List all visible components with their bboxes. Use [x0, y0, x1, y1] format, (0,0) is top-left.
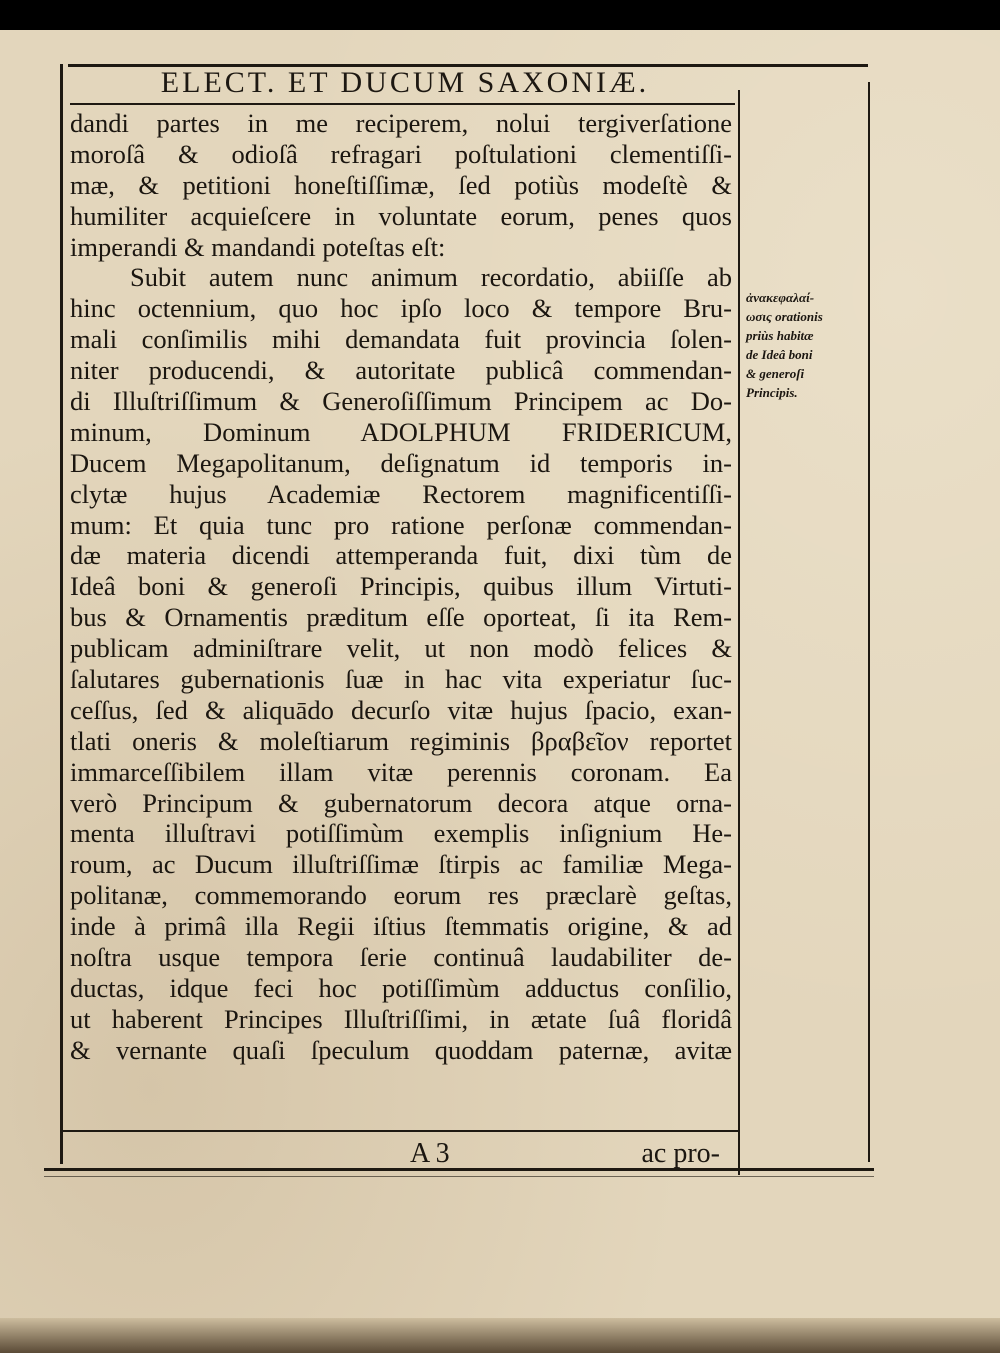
- marginal-note-line: priùs habitæ: [746, 328, 814, 343]
- signature-mark: A 3: [410, 1138, 450, 1169]
- text-line: roum, ac Ducum illuſtriſſimæ ſtirpis ac familiæ Mega-: [70, 849, 732, 880]
- text-line: publicam adminiſtrare velit, ut non modò felices &: [70, 633, 732, 664]
- text-line: Ideâ boni & generoſi Principis, quibus illum Virtuti-: [70, 571, 732, 602]
- text-line: noſtra usque tempora ſerie continuâ laudabiliter de-: [70, 942, 732, 973]
- left-column-rule: [60, 64, 63, 1164]
- text-line: ut haberent Principes Illuſtriſſimi, in ætate ſuâ floridâ: [70, 1003, 732, 1034]
- text-line: ductas, idque feci hoc potiſſimùm adductus conſilio,: [70, 972, 732, 1003]
- book-bottom-edge: [0, 1318, 1000, 1353]
- text-line: mali conſimilis mihi demandata fuit provincia ſolen-: [70, 324, 732, 355]
- text-line: bus & Ornamentis præditum eſſe oporteat, ſi ita Rem-: [70, 602, 732, 633]
- text-line: tlati oneris & moleſtiarum regiminis βραβεῖον reportet: [70, 725, 732, 756]
- text-line: dæ materia dicendi attemperanda fuit, dixi tùm de: [70, 540, 732, 571]
- text-line: clytæ hujus Academiæ Rectorem magnificentiſſi-: [70, 478, 732, 509]
- marginal-note-line: & generoſi: [746, 366, 805, 381]
- middle-column-rule: [738, 90, 740, 1175]
- marginal-note-line: ωσις orationis: [746, 309, 823, 324]
- catchword: ac pro-: [641, 1138, 720, 1169]
- marginal-note-line: Principis.: [746, 385, 798, 400]
- text-line: di Illuſtriſſimum & Generoſiſſimum Principem ac Do-: [70, 386, 732, 417]
- text-line: Subit autem nunc animum recordatio, abiiſſe ab: [130, 262, 732, 293]
- text-line: humiliter acquieſcere in voluntate eorum, penes quos: [70, 200, 732, 231]
- text-line: verò Principum & gubernatorum decora atque orna-: [70, 787, 732, 818]
- text-line: & vernante quaſi ſpeculum quoddam paternæ, avitæ: [70, 1034, 732, 1065]
- running-head: ELECT. ET DUCUM SAXONIÆ.: [160, 66, 650, 99]
- text-line: mum: Et quia tunc pro ratione perſonæ commendan-: [70, 509, 732, 540]
- marginal-note-line: ἀνακεφαλαί-: [746, 290, 815, 305]
- text-line: ſalutares gubernationis ſuæ in hac vita experiatur ſuc-: [70, 664, 732, 695]
- text-line: hinc octennium, quo hoc ipſo loco & tempore Bru-: [70, 293, 732, 324]
- text-line: dandi partes in me reciperem, nolui tergiverſatione: [70, 108, 732, 138]
- page-footer: [70, 1138, 720, 1174]
- text-line: politanæ, commemorando eorum res præclarè geſtas,: [70, 880, 732, 911]
- text-line: mæ, & petitioni honeſtiſſimæ, ſed potiùs modeſtè &: [70, 169, 732, 200]
- text-line: niter producendi, & autoritate publicâ commendan-: [70, 355, 732, 386]
- marginal-note: [746, 288, 866, 402]
- body-text-block: [70, 108, 732, 1066]
- text-line: ceſſus, ſed & aliquādo decurſo vitæ hujus ſpacio, exan-: [70, 694, 732, 725]
- text-line: minum, Dominum ADOLPHUM FRIDERICUM,: [70, 416, 732, 447]
- text-line: inde à primâ illa Regii iſtius ſtemmatis origine, & ad: [70, 911, 732, 942]
- bottom-text-rule: [62, 1130, 738, 1132]
- text-line: Ducem Megapolitanum, deſignatum id temporis in-: [70, 447, 732, 478]
- top-rule-thin: [70, 103, 735, 105]
- marginal-note-line: de Ideâ boni: [746, 347, 813, 362]
- text-line: imperandi & mandandi poteſtas eſt:: [70, 231, 446, 262]
- right-column-rule: [868, 82, 870, 1162]
- footer-rule-lower: [44, 1176, 874, 1177]
- text-line: immarceſſibilem illam vitæ perennis coronam. Ea: [70, 756, 732, 787]
- text-line: moroſâ & odioſâ refragari poſtulationi clementiſſi-: [70, 138, 732, 169]
- text-line: menta illuſtravi potiſſimùm exemplis inſignium He-: [70, 818, 732, 849]
